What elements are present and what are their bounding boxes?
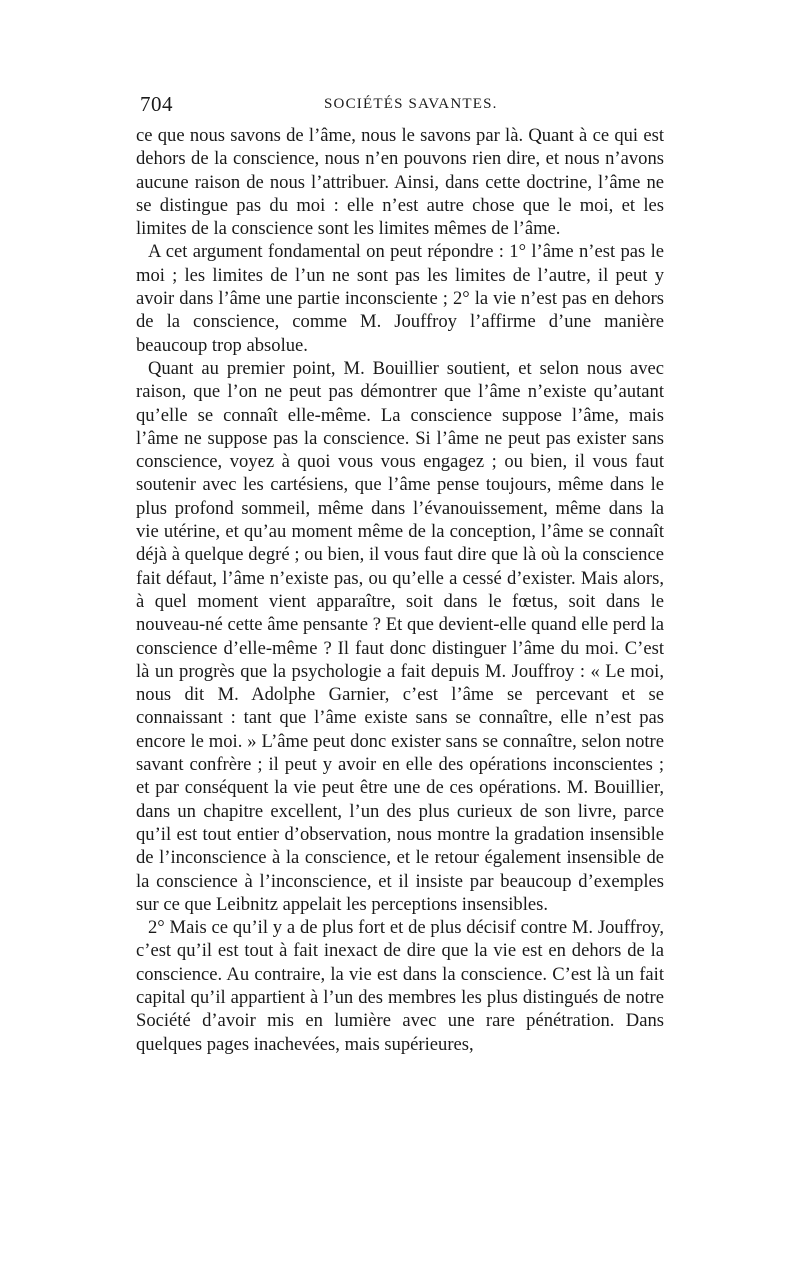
paragraph-3: Quant au premier point, M. Bouillier soutient, et selon nous avec raison, que l’on ne peut pas démontrer que l’âme n’existe qu’autant qu’elle se connaît elle-même. La conscience suppose l’âme, mais l’âme ne suppose pas la conscience. Si l’âme ne peut pas exister sans conscience, voyez à quoi vous vous engagez ; ou bien, il vous faut soutenir avec les cartésiens, que l’âme pense toujours, même dans le plus profond sommeil, même dans l’évanouissement, même dans la vie utérine, et qu’au moment même de la conception, l’âme se connaît déjà à quelque degré ; ou bien, il vous faut dire que là où la conscience fait défaut, l’âme n’existe pas, ou qu’elle a cessé d’exister. Mais alors, à quel moment vient apparaître, soit dans le fœtus, soit dans le nouveau-né cette âme pensante ? Et que devient-elle quand elle perd la conscience d’elle-même ? Il faut donc distinguer l’âme du moi. C’est là un progrès que la psychologie a fait depuis M. Jouffroy : « Le moi, nous dit M. Adolphe Garnier, c’est l’âme se percevant et se connaissant : tant que l’âme existe sans se connaître, elle n’est pas encore le moi. » L’âme peut donc exister sans se connaître, selon notre savant confrère ; il peut y avoir en elle des opérations inconscientes ; et par conséquent la vie peut être une de ces opérations. M. Bouillier, dans un chapitre excellent, l’un des plus curieux de son livre, parce qu’il est tout entier d’observation, nous montre la gradation insensible de l’inconscience à la conscience, et le retour également insensible de la conscience à l’inconscience, et il insiste par beaucoup d’exemples sur ce que Leibnitz appelait les perceptions insensibles.: [136, 357, 664, 915]
book-page: [136, 88, 664, 1056]
paragraph-1: ce que nous savons de l’âme, nous le savons par là. Quant à ce qui est dehors de la conscience, nous n’en pouvons rien dire, et nous n’avons aucune raison de nous l’attribuer. Ainsi, dans cette doctrine, l’âme ne se distingue pas du moi : elle n’est autre chose que le moi, et les limites de la conscience sont les limites mêmes de l’âme.: [136, 125, 664, 240]
paragraph-4: 2° Mais ce qu’il y a de plus fort et de plus décisif contre M. Jouffroy, c’est qu’il est tout à fait inexact de dire que la vie est en dehors de la conscience. Au contraire, la vie est dans la conscience. C’est là un fait capital qu’il appartient à l’un des membres les plus distingués de notre Société d’avoir mis en lumière avec une rare pénétration. Dans quelques pages inachevées, mais supérieures,: [136, 917, 664, 1055]
page-number: 704: [140, 92, 173, 116]
body-text: [136, 124, 664, 1056]
running-head: [136, 88, 664, 124]
paragraph-2: A cet argument fondamental on peut répondre : 1° l’âme n’est pas le moi ; les limites de l’un ne sont pas les limites de l’autre, il peut y avoir dans l’âme une partie inconsciente ; 2° la vie n’est pas en dehors de la conscience, comme M. Jouffroy l’affirme d’une manière beaucoup trop absolue.: [136, 241, 664, 356]
running-title: SOCIÉTÉS SAVANTES.: [324, 96, 498, 112]
